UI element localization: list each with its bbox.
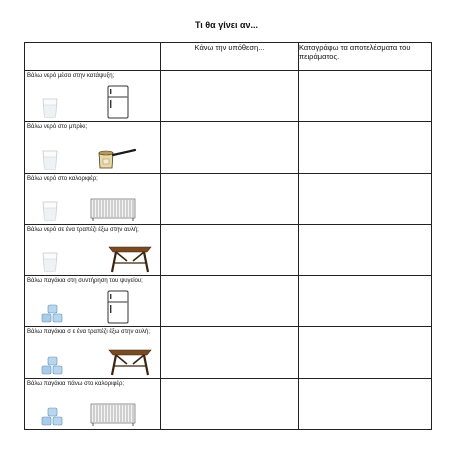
situation-cell — [25, 378, 161, 429]
hypothesis-cell[interactable] — [161, 327, 299, 378]
table-row — [25, 224, 432, 275]
situation-icons — [25, 141, 160, 171]
table-header-row — [25, 43, 432, 71]
situation-label: Βάλω νερό στο καλοριφέρ; — [27, 175, 98, 182]
situation-icons — [25, 243, 160, 273]
result-cell[interactable] — [299, 122, 432, 173]
situation-label: Βάλω νερό στο μπρίκι; — [27, 124, 88, 131]
situation-icons — [25, 397, 160, 427]
hypothesis-cell[interactable] — [161, 276, 299, 327]
table-row — [25, 276, 432, 327]
situation-icons — [25, 89, 160, 119]
situation-cell — [25, 327, 161, 378]
situation-label: Βάλω παγάκια σ ε ένα τραπέζι έξω στην αυλή; — [27, 329, 150, 336]
situation-label: Βάλω νερό σε ένα τραπέζι έξω στην αυλή; — [27, 226, 139, 233]
result-cell[interactable] — [299, 378, 432, 429]
header-results: Καταγράφω τα αποτελέσματα του πειράματος. — [299, 43, 432, 71]
result-cell[interactable] — [299, 173, 432, 224]
experiment-table — [24, 42, 432, 430]
situation-label: Βάλω νερό μέσα στην κατάψυξη; — [27, 73, 115, 80]
hypothesis-cell[interactable] — [161, 122, 299, 173]
hypothesis-cell[interactable] — [161, 173, 299, 224]
situation-icons — [25, 346, 160, 376]
table-row — [25, 71, 432, 122]
table-row — [25, 122, 432, 173]
result-cell[interactable] — [299, 276, 432, 327]
situation-icons — [25, 294, 160, 324]
result-cell[interactable] — [299, 224, 432, 275]
result-cell[interactable] — [299, 327, 432, 378]
situation-icons — [25, 192, 160, 222]
hypothesis-cell[interactable] — [161, 224, 299, 275]
situation-cell — [25, 224, 161, 275]
table-row — [25, 378, 432, 429]
situation-cell — [25, 276, 161, 327]
hypothesis-cell[interactable] — [161, 378, 299, 429]
hypothesis-cell[interactable] — [161, 71, 299, 122]
result-cell[interactable] — [299, 71, 432, 122]
situation-cell — [25, 71, 161, 122]
header-blank-cell — [25, 43, 161, 71]
worksheet-title: Τι θα γίνει αν... — [194, 20, 259, 30]
situation-cell — [25, 173, 161, 224]
situation-label: Βάλω παγάκια πάνω στο καλοριφέρ; — [27, 380, 125, 387]
table-row — [25, 327, 432, 378]
situation-cell — [25, 122, 161, 173]
header-hypothesis: Κάνω την υπόθεση... — [161, 43, 299, 71]
situation-label: Βάλω παγάκια στη συντήρηση του ψυγείου; — [27, 278, 143, 285]
table-row — [25, 173, 432, 224]
